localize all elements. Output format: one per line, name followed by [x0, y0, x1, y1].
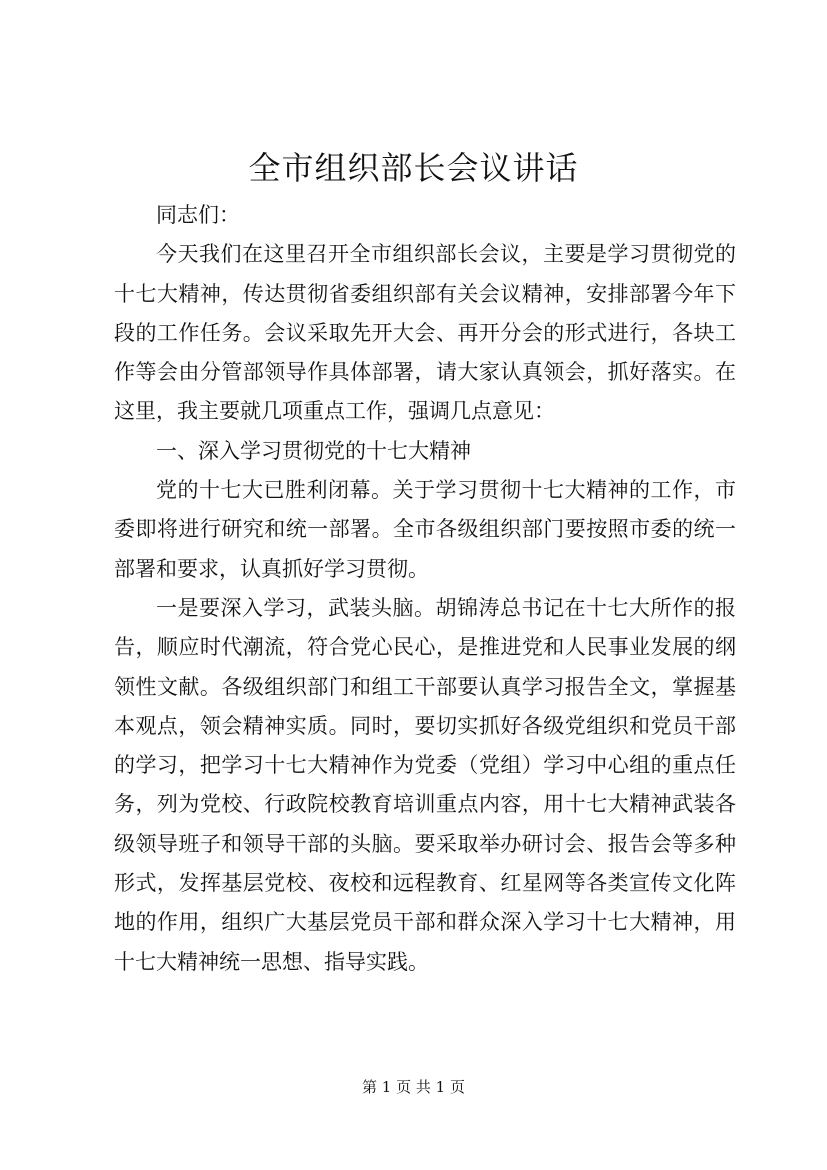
document-title: 全市组织部长会议讲话 [248, 149, 579, 187]
paragraph: 党的十七大已胜利闭幕。关于学习贯彻十七大精神的工作，市委即将进行研究和统一部署。全市各级组织部门要按照市委的统一部署和要求，认真抓好学习贯彻。 [114, 478, 736, 581]
salutation: 同志们： [156, 203, 240, 227]
document-body [114, 196, 736, 982]
section-heading: 一、深入学习贯彻党的十七大精神 [156, 438, 471, 463]
paragraph-intro: 今天我们在这里召开全市组织部长会议，主要是学习贯彻党的十七大精神，传达贯彻省委组织部有关会议精神，安排部署今年下段的工作任务。会议采取先开大会、再开分会的形式进行，各块工作等会由分管部领导作具体部署，请大家认真领会，抓好落实。在这里，我主要就几项重点工作，强调几点意见： [114, 242, 736, 424]
paragraph: 一是要深入学习，武装头脑。胡锦涛总书记在十七大所作的报告，顺应时代潮流，符合党心民心，是推进党和人民事业发展的纲领性文献。各级组织部门和组工干部要认真学习报告全文，掌握基本观点，领会精神实质。同时，要切实抓好各级党组织和党员干部的学习，把学习十七大精神作为党委（党组）学习中心组的重点任务，列为党校、行政院校教育培训重点内容，用十七大精神武装各级领导班子和领导干部的头脑。要采取举办研讨会、报告会等多种形式，发挥基层党校、夜校和远程教育、红星网等各类宣传文化阵地的作用，组织广大基层党员干部和群众深入学习十七大精神，用十七大精神统一思想、指导实践。 [114, 595, 736, 974]
page-footer: 第 1 页 共 1 页 [362, 1078, 465, 1096]
